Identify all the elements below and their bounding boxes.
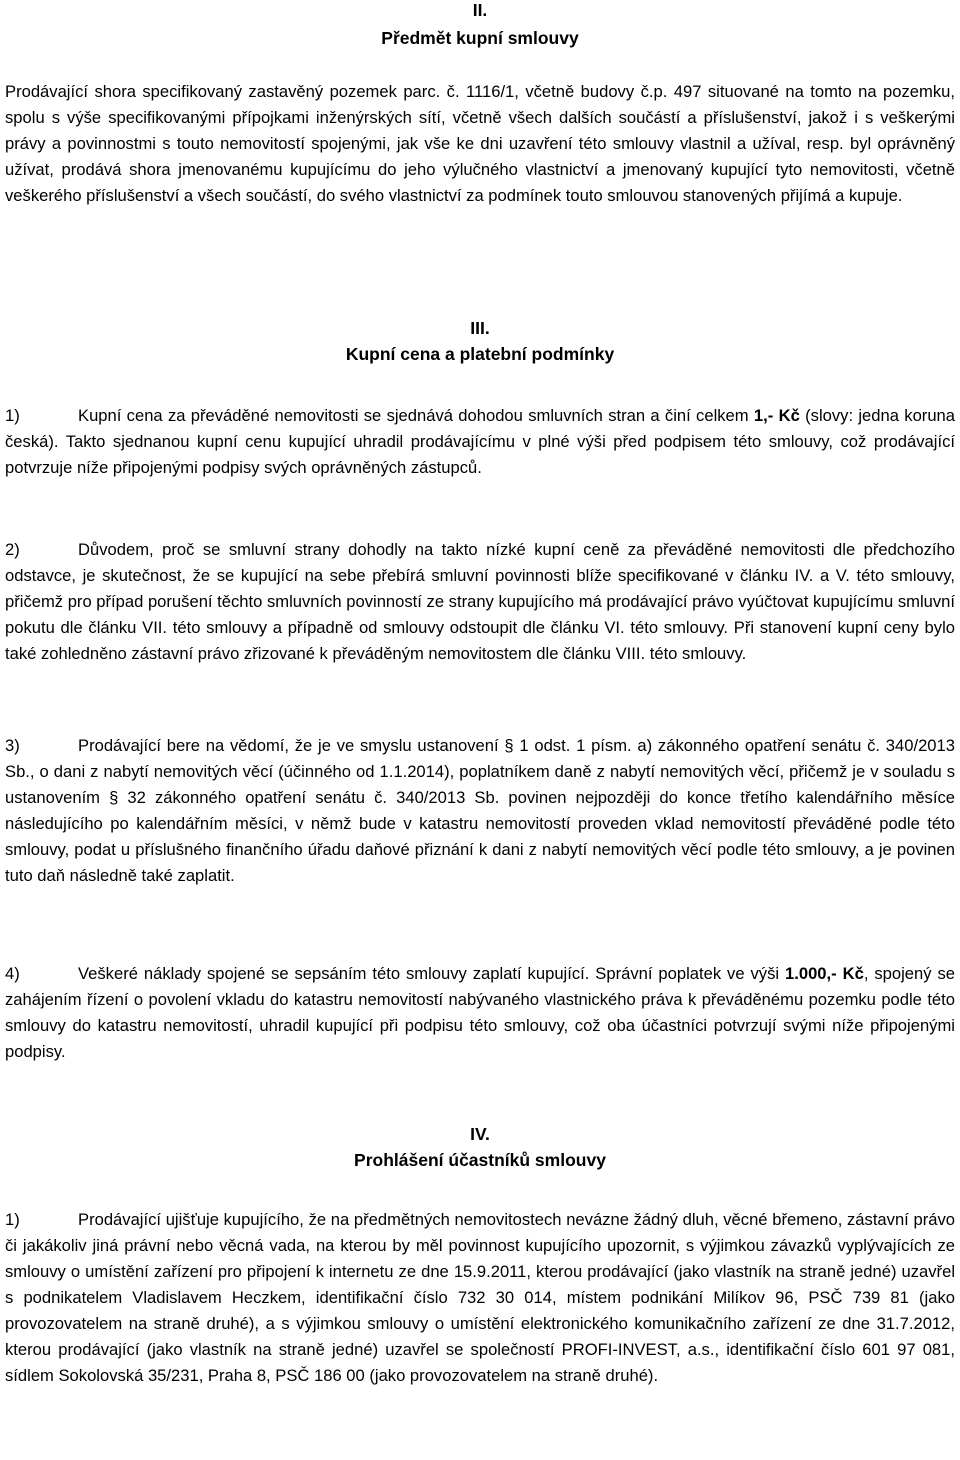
item-text-body: Prodávající ujišťuje kupujícího, že na předmětných nemovitostech nevázne žádný dluh, věcné břemeno, zástavní právo či jakákoliv jiná právní nebo věcná vada, na kterou by měl povinnost kupujícího upozornit, s výjimkou závazků vyplývajících ze smlouvy o umístění zařízení pro připojení k internetu ze dne 15.9.2011, kterou prodávající (jako vlastník na straně jedné) uzavřel s podnikatelem Vladislavem Heczkem, identifikační číslo 732 30 014, místem podnikání Milíkov 96, PSČ 739 81 (jako provozovatelem na straně druhé), a s výjimkou smlouvy o umístění elektronického komunikačního zařízení ze dne 31.7.2012, kterou prodávající (jako vlastník na straně jedné) uzavřel se společností PROFI-INVEST, a.s., identifikační číslo 601 97 081, sídlem Sokolovská 35/231, Praha 8, PSČ 186 00 (jako provozovatelem na straně druhé). (5, 1210, 955, 1385)
section-2 (5, 0, 955, 51)
section-4-title: Prohlášení účastníků smlouvy (354, 1150, 606, 1170)
item-number: 4) (5, 964, 20, 983)
item-text-b: (slovy: jedna koruna česká). Takto sjednanou kupní cenu kupující uhradil prodávajícímu v plné výši před podpisem této smlouvy, což prodávající potvrzuje níže připojenými podpisy svých oprávněných zástupců. (5, 406, 956, 477)
section-2-paragraph (5, 79, 955, 209)
section-4-number: IV. (470, 1124, 490, 1144)
section-3-number: III. (470, 318, 490, 338)
item-text-a: Důvodem, proč se smluvní strany dohodly na takto nízké kupní ceně za převáděné nemovitosti dle předchozího odstavce, je skutečnost, že se kupující na sebe přebírá smluvní povinnosti blíže specifikované v článku IV. a V. této smlouvy, přičemž pro případ porušení těchto smluvních povinností ze strany kupujícího má prodávající právo vyúčtovat kupujícímu smluvní pokutu dle článku VII. této smlouvy a případně od smlouvy odstoupit dle článku VI. této smlouvy. Při stanovení kupní ceny bylo také zohledněno zástavní právo zřizované k převáděným nemovitostem dle článku VIII. této smlouvy. (5, 540, 955, 663)
item-text (5, 961, 955, 1065)
intro-paragraph-text: Prodávající shora specifikovaný zastavěný pozemek parc. č. 1116/1, včetně budovy č.p. 497 situované na tomto na pozemku, spolu s výše specifikovanými přípojkami inženýrských sítí, včetně všech dalších součástí a příslušenství, jakož i s veškerými právy a povinnostmi s touto nemovitostí spojenými, jak vše ke dni uzavření této smlouvy vlastnil a užíval, resp. byl oprávněný užívat, prodává shora jmenovanému kupujícímu do jeho výlučného vlastnictví a jmenovaný kupující tyto nemovitosti, včetně veškerého příslušenství a všech součástí, do svého vlastnictví za podmínek touto smlouvou stanovených přijímá a kupuje. (5, 82, 955, 205)
item-bold-amount: 1,- Kč (753, 406, 800, 425)
item-text-a: Kupní cena za převáděné nemovitosti se sjednává dohodou smluvních stran a činí celkem (78, 406, 754, 425)
item-bold-amount: 1.000,- Kč (785, 964, 864, 983)
item-number: 2) (5, 540, 20, 559)
item-text (5, 403, 955, 481)
item-text-b: , spojený se zahájením řízení o povolení vkladu do katastru nemovitostí nabývaného vlastnického práva k převáděnému pozemku podle této smlouvy do katastru nemovitostí, uhradil kupující při podpisu této smlouvy, což oba účastníci potvrzují svými níže připojenými podpisy. (5, 964, 956, 1061)
section-4-item-1 (5, 1207, 955, 1389)
item-text-a: Veškeré náklady spojené se sepsáním této smlouvy zaplatí kupující. Správní poplatek ve výši (78, 964, 786, 983)
item-text-a: Prodávající bere na vědomí, že je ve smyslu ustanovení § 1 odst. 1 písm. a) zákonného opatření senátu č. 340/2013 Sb., o dani z nabytí nemovitých věcí (účinného od 1.1.2014), poplatníkem daně z nabytí nemovitých věcí, přičemž je v souladu s ustanovením § 32 zákonného opatření senátu č. 340/2013 Sb. povinen nejpozději do konce třetího kalendářního měsíce následujícího po kalendářním měsíci, v němž bude v katastru nemovitostí proveden vklad nemovitostí převáděné podle této smlouvy, podat u příslušného finančního úřadu daňové přiznání k dani z nabytí nemovitých věcí podle této smlouvy, a je povinen tuto daň následně také zaplatit. (5, 736, 955, 885)
section-3-heading (5, 315, 955, 367)
section-3-item-3 (5, 733, 955, 889)
section-3-item-1 (5, 403, 955, 481)
section-3-item-2 (5, 537, 955, 667)
section-3-title: Kupní cena a platební podmínky (345, 344, 615, 364)
item-text (5, 733, 955, 889)
section-2-title: Předmět kupní smlouvy (381, 28, 579, 48)
section-4-heading (5, 1121, 955, 1173)
item-text (5, 537, 955, 667)
item-number: 1) (5, 1210, 20, 1229)
item-number: 3) (5, 736, 20, 755)
section-3-item-4 (5, 961, 955, 1065)
item-text (5, 1207, 955, 1389)
section-2-number: II. (472, 0, 488, 20)
item-number: 1) (5, 406, 20, 425)
